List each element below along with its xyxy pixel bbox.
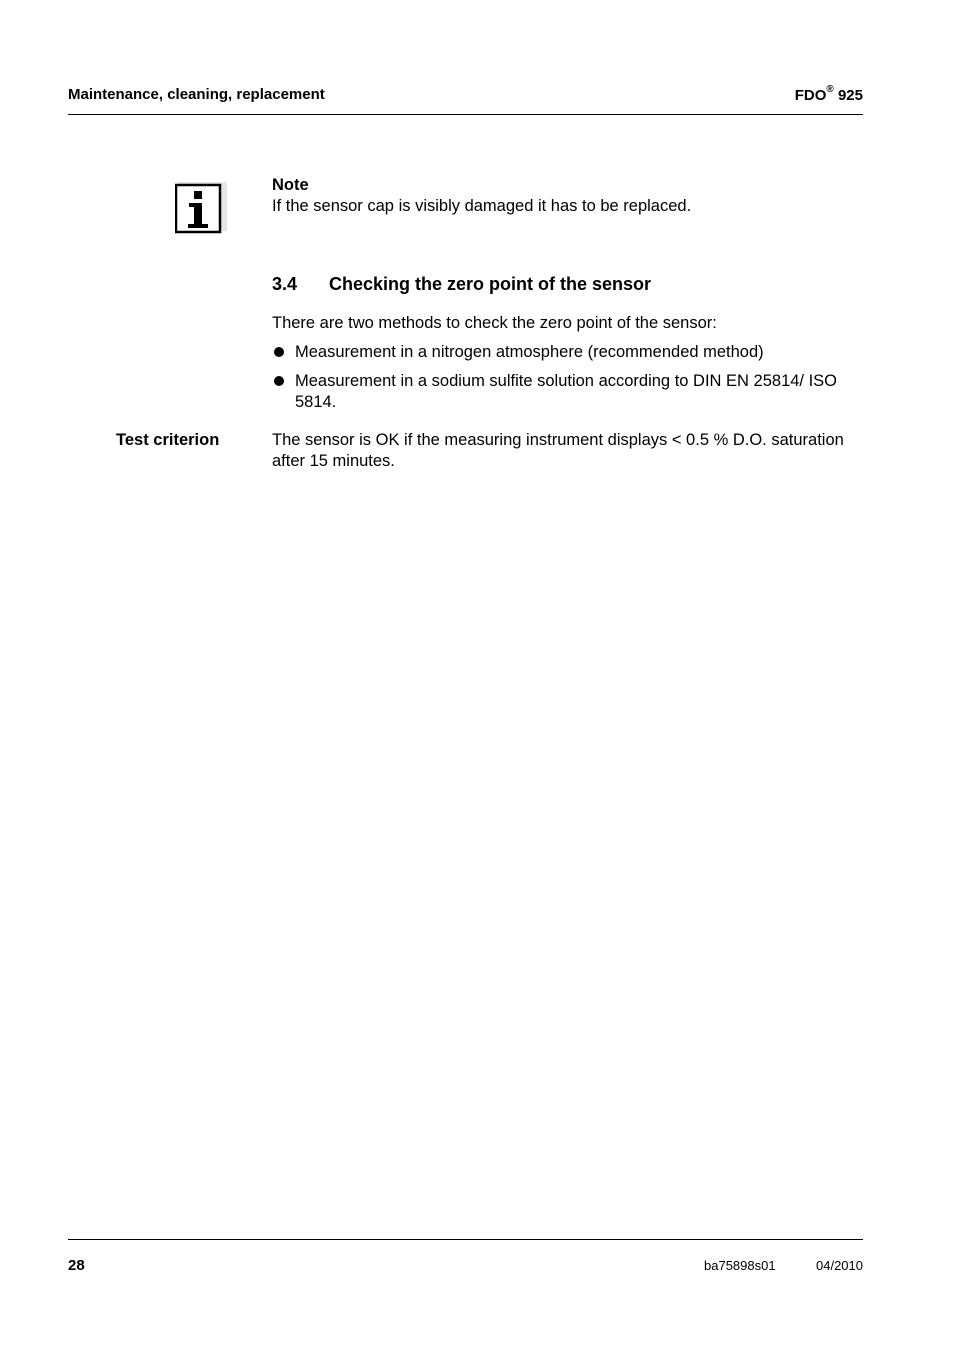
product-title (795, 86, 863, 104)
list-item-text: Measurement in a nitrogen atmosphere (recommended method) (295, 343, 764, 361)
page-header (68, 84, 863, 115)
product-name: FDO (794, 87, 827, 104)
document-id: ba75898s01 (704, 1258, 776, 1273)
page-number: 28 (68, 1257, 85, 1274)
document-date: 04/2010 (816, 1258, 863, 1273)
chapter-title: Maintenance, cleaning, replacement (68, 86, 325, 103)
note-title: Note (272, 176, 309, 194)
bullet-icon (274, 347, 284, 357)
section-heading (272, 274, 651, 295)
test-criterion-text: The sensor is OK if the measuring instrument displays < 0.5 % D.O. saturation after 15 minutes. (272, 431, 844, 470)
section-title: Checking the zero point of the sensor (329, 274, 652, 294)
method-list (272, 342, 852, 421)
trademark-symbol: ® (826, 84, 834, 95)
list-item (272, 342, 852, 363)
section-number: 3.4 (272, 274, 298, 294)
page-footer (68, 1239, 863, 1280)
note-block (272, 175, 852, 217)
bullet-icon (274, 376, 284, 386)
product-model: 925 (833, 87, 863, 104)
list-item-text: Measurement in a sodium sulfite solution according to DIN EN 25814/ ISO 5814. (295, 372, 838, 411)
section-intro: There are two methods to check the zero point of the sensor: (272, 314, 717, 332)
note-text: If the sensor cap is visibly damaged it has to be replaced. (272, 197, 692, 215)
list-item (272, 371, 852, 413)
info-icon (175, 182, 227, 234)
test-criterion-label: Test criterion (116, 431, 220, 449)
